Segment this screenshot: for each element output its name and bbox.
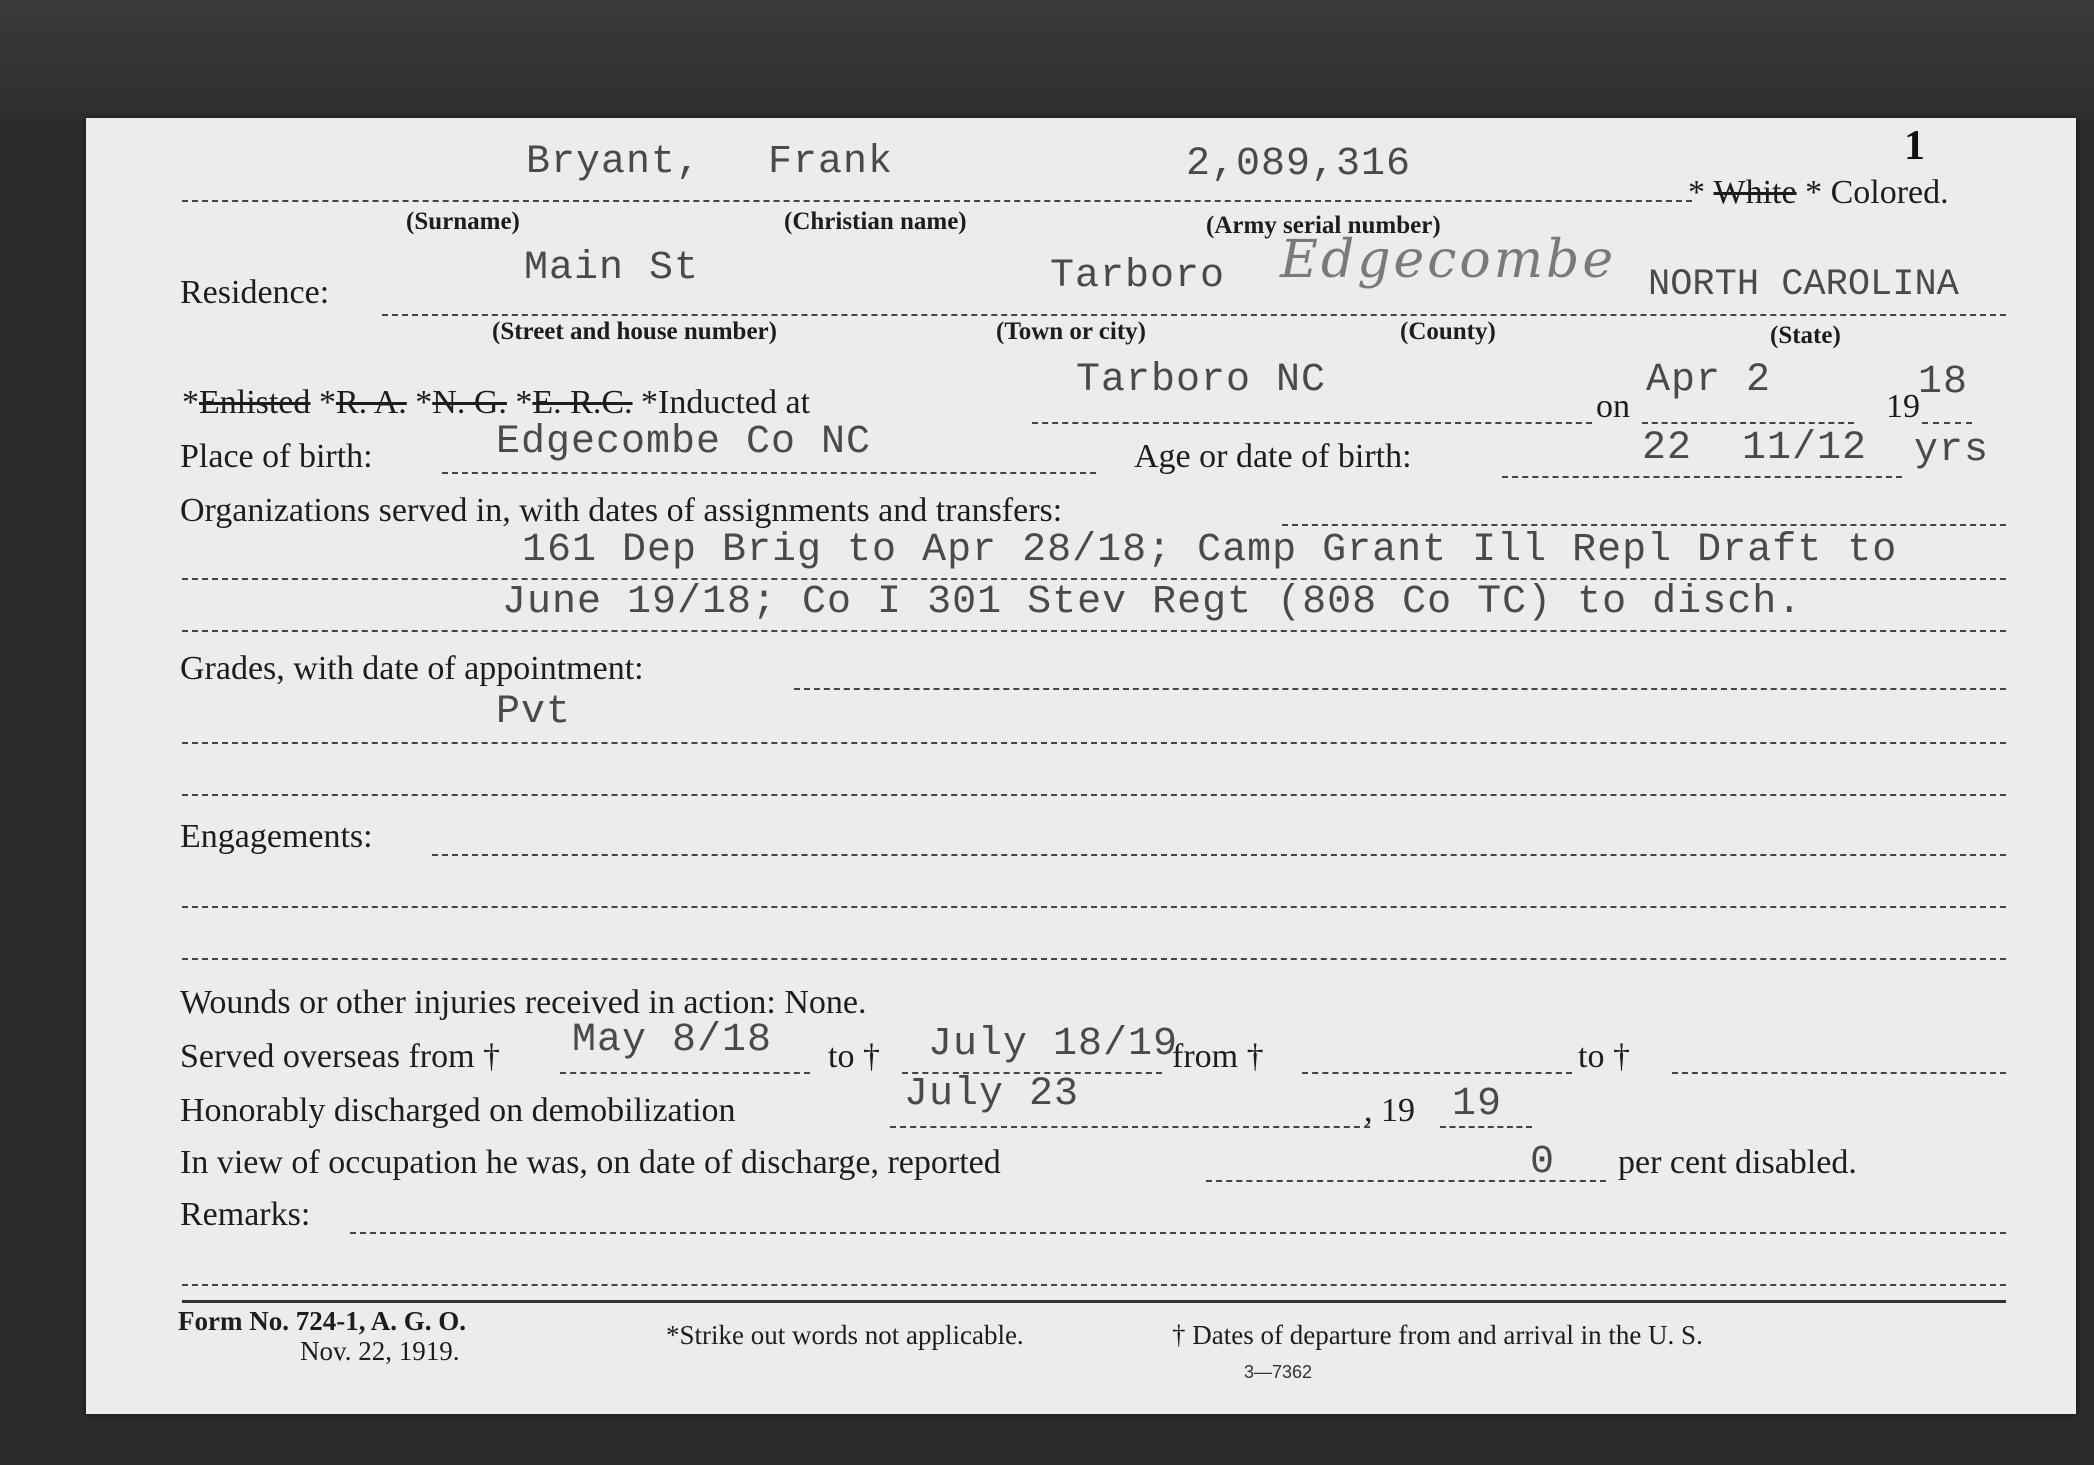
residence-town: Tarboro [1050,254,1226,299]
grades-line-2 [182,794,2006,796]
induction-date-line [1642,422,1854,424]
form-date: Nov. 22, 1919. [300,1336,460,1366]
age-line [1502,476,1902,478]
overseas-to-label: to † [828,1038,880,1075]
caption-street: (Street and house number) [492,318,777,345]
induction-year-prefix: 19 [1886,388,1920,425]
erc-struck: E. R. [532,384,602,421]
organizations-line-0 [1282,524,2006,526]
overseas-from2-line [1302,1072,1572,1074]
caption-county: (County) [1400,318,1496,345]
discharge-date-line [890,1126,1370,1128]
discharge-date: July 23 [904,1072,1080,1117]
caption-state: (State) [1770,322,1841,349]
overseas-to2-label: to † [1578,1038,1630,1075]
engagements-line-2 [182,958,2006,960]
scanner-background [0,0,2094,120]
discharge-label: Honorably discharged on demobilization [180,1092,736,1129]
grades-value: Pvt [496,690,572,735]
enlistment-type-field: *Enlisted *R. A. *N. G. *E. R.C. *Inducted at [182,384,811,421]
card-number: 1 [1904,123,1925,169]
remarks-line-0 [350,1232,2006,1234]
grades-line-0 [794,688,2006,690]
form-number-text: Form No. 724-1, A. G. O. [178,1306,466,1336]
discharge-year-prefix: , 19 [1364,1092,1415,1129]
engagements-line-0 [432,854,2006,856]
disability-label: In view of occupation he was, on date of discharge, reported [180,1144,1001,1181]
age-label: Age or date of birth: [1134,438,1412,475]
print-code: 3—7362 [1244,1362,1313,1382]
disability-value: 0 [1530,1140,1556,1185]
age-value: 22 11/12 [1642,426,1868,471]
caption-serial: (Army serial number) [1206,212,1441,239]
place-of-birth-label: Place of birth: [180,438,373,475]
grades-line-1 [182,742,2006,744]
residence-county-handwritten: Edgecombe [1280,230,1617,290]
on-label: on [1596,388,1630,425]
engagements-label: Engagements: [180,818,373,855]
grades-label: Grades, with date of appointment: [180,650,644,687]
overseas-label: Served overseas from † [180,1038,501,1075]
surname-value: Bryant, [526,140,702,185]
overseas-from-line [560,1072,810,1074]
name-line [182,200,1692,202]
age-unit: yrs [1914,428,1990,473]
residence-line [382,314,2006,316]
engagements-line-1 [182,906,2006,908]
form-number [178,1306,466,1337]
footnote-dates: † Dates of departure from and arrival in the U. S. [1172,1320,1703,1350]
inducted-at-line [1032,422,1592,424]
remarks-line-1 [182,1284,2006,1286]
induction-year-line [1922,422,1972,424]
christian-name-value: Frank [768,140,894,185]
place-of-birth-line [442,472,1096,474]
induction-year: 18 [1918,360,1969,405]
caption-town: (Town or city) [996,318,1146,345]
residence-label: Residence: [180,274,330,311]
residence-state: NORTH CAROLINA [1648,264,1959,306]
overseas-to-value: July 18/19 [928,1022,1179,1067]
organizations-label: Organizations served in, with dates of assignments and transfers: [180,492,1063,529]
overseas-from2-label: from † [1172,1038,1264,1075]
wounds-value: None. [784,984,867,1021]
wounds-label: Wounds or other injuries received in action: [180,984,776,1021]
race-colored: Colored. [1830,174,1949,211]
overseas-from-value: May 8/18 [572,1018,773,1063]
race-field: * White * Colored. [1688,174,1949,211]
inducted-at-place: Tarboro NC [1076,358,1327,403]
race-white-struck: White [1713,174,1797,211]
residence-street: Main St [524,246,700,291]
footer-rule [182,1300,2006,1303]
discharge-year: 19 [1452,1082,1503,1127]
footnote-strike: *Strike out words not applicable. [666,1320,1024,1350]
organizations-line1: 161 Dep Brig to Apr 28/18; Camp Grant Ill Repl Draft to [522,528,1898,573]
disability-suffix: per cent disabled. [1618,1144,1857,1181]
enlisted-struck: Enlisted [199,384,311,421]
place-of-birth-value: Edgecombe Co NC [496,420,872,465]
organizations-line2: June 19/18; Co I 301 Stev Regt (808 Co TC) to disch. [502,580,1803,625]
erc-struck-end: C. [601,384,633,421]
overseas-to2-line [1672,1072,2006,1074]
serial-number-value: 2,089,316 [1186,142,1412,187]
ra-struck: R. A. [335,384,407,421]
discharge-year-line [1440,1126,1532,1128]
ng-struck: N. G. [432,384,507,421]
wounds-field [180,984,867,1022]
caption-christian-name: (Christian name) [784,208,967,235]
remarks-label: Remarks: [180,1196,311,1233]
organizations-line-2 [182,630,2006,632]
caption-surname: (Surname) [406,208,520,235]
inducted-at-label: *Inducted at [641,384,811,421]
service-record-card [86,118,2076,1414]
induction-date: Apr 2 [1646,358,1772,403]
